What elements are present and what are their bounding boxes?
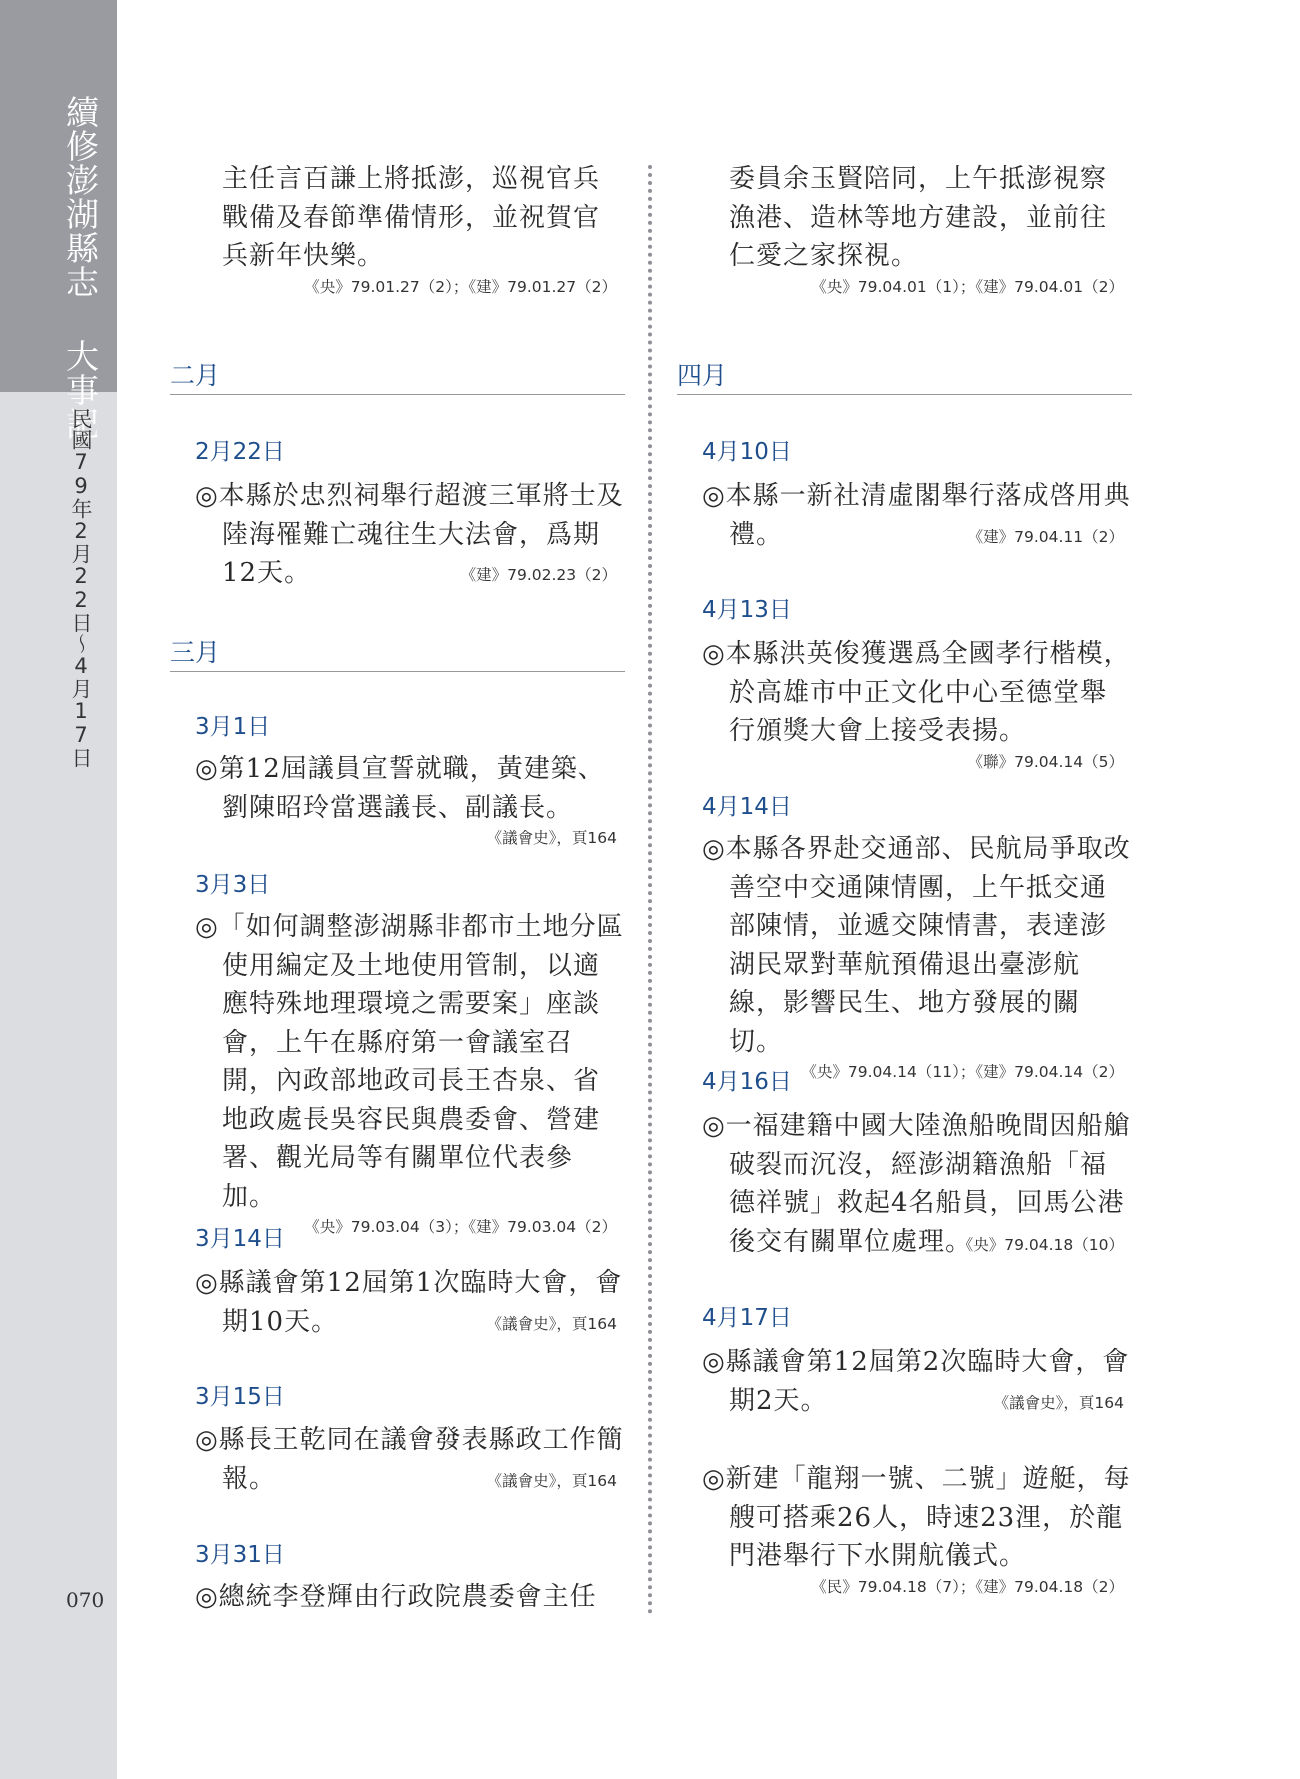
entry-apr16 — [677, 1107, 1132, 1261]
entry-text: ◎本縣於忠烈祠舉行超渡三軍將士及陸海罹難亡魂往生大法會，爲期12天。 — [195, 481, 624, 588]
entry-text: ◎縣議會第12屆第2次臨時大會，會期2天。 — [702, 1347, 1130, 1416]
entry-source: 《議會史》，頁164 — [486, 1472, 617, 1490]
month-heading-mar: 三月 — [170, 637, 625, 672]
entry-text: ◎總統李登輝由行政院農委會主任 — [195, 1582, 597, 1612]
entry-source: 《民》79.04.18（7）；《建》79.04.18（2） — [811, 1577, 1124, 1596]
entry-apr10 — [677, 477, 1132, 554]
entry-source: 《議會史》，頁164 — [486, 1315, 617, 1333]
entry-mar15 — [170, 1421, 625, 1498]
entry-date: 3月15日 — [195, 1384, 285, 1410]
entry-text: ◎第12屆議員宣誓就職，黃建築、劉陳昭玲當選議長、副議長。 — [195, 754, 605, 823]
continued-entry — [677, 160, 1132, 298]
entry-mar31 — [170, 1578, 625, 1617]
chapter-date-range: 民國79年2月22日〜4月17日 — [69, 408, 93, 768]
entry-text: ◎本縣各界赴交通部、民航局爭取改善空中交通陳情團，上午抵交通部陳情，並遞交陳情書，表達澎湖民眾對華航預備退出臺澎航線，影響民生、地方發展的關切。 — [702, 834, 1131, 1057]
entry-source: 《央》79.03.04（3）；《建》79.03.04（2） — [304, 1218, 617, 1236]
entry-source: 《央》79.04.14（11）；《建》79.04.14（2） — [801, 1063, 1124, 1081]
entry-text: ◎縣議會第12屆第1次臨時大會，會期10天。 — [195, 1268, 623, 1337]
entry-text: ◎本縣一新社清虛閣舉行落成啓用典禮。 — [702, 481, 1131, 550]
entry-source: 《央》79.04.01（1）；《建》79.04.01（2） — [811, 277, 1124, 296]
entry-text: ◎一福建籍中國大陸漁船晚間因船艙破裂而沉沒，經澎湖籍漁船「福德祥號」救起4名船員，回馬公港後交有關單位處理。 — [702, 1111, 1131, 1257]
month-heading-feb: 二月 — [170, 360, 625, 395]
entry-source: 《央》79.04.18（10） — [957, 1236, 1124, 1254]
entry-apr13 — [677, 635, 1132, 773]
entry-text: ◎「如何調整澎湖縣非都市土地分區使用編定及土地使用管制，以適應特殊地理環境之需要案」座談會，上午在縣府第一會議室召開，內政部地政司長王杏泉、省地政處長吳容民與農委會、營建署、觀光局等有關單位代表參加。 — [195, 912, 624, 1212]
sidebar — [0, 0, 117, 1779]
month-heading-apr: 四月 — [677, 360, 1132, 395]
entry-apr14 — [677, 830, 1132, 1083]
entry-text: ◎縣長王乾同在議會發表縣政工作簡報。 — [195, 1425, 624, 1494]
entry-date: 3月3日 — [195, 872, 271, 898]
entry-feb22 — [170, 477, 625, 593]
entry-mar3 — [170, 908, 625, 1238]
entry-date: 4月16日 — [702, 1069, 792, 1095]
entry-source: 《議會史》，頁164 — [993, 1394, 1124, 1412]
entry-date: 3月1日 — [195, 714, 271, 740]
entry-date: 4月13日 — [702, 597, 792, 623]
entry-text: ◎新建「龍翔一號、二號」遊艇，每艘可搭乘26人，時速23浬，於龍門港舉行下水開航儀式。 — [702, 1464, 1131, 1571]
entry-source: 《央》79.01.27（2）；《建》79.01.27（2） — [304, 277, 617, 296]
entry-source: 《建》79.02.23（2） — [460, 566, 617, 584]
entry-apr17-b — [677, 1460, 1132, 1598]
entry-mar1 — [170, 750, 625, 849]
entry-date: 4月14日 — [702, 794, 792, 820]
entry-date: 4月17日 — [702, 1305, 792, 1331]
entry-source: 《聯》79.04.14（5） — [967, 752, 1124, 771]
continued-entry — [170, 160, 625, 298]
entry-text: ◎本縣洪英俊獲選爲全國孝行楷模，於高雄市中正文化中心至德堂舉行頒獎大會上接受表揚。 — [702, 639, 1131, 746]
entry-apr17-a — [677, 1343, 1132, 1420]
entry-mar14 — [170, 1264, 625, 1341]
entry-date: 2月22日 — [195, 439, 285, 465]
column-divider — [648, 165, 652, 1615]
entry-date: 3月14日 — [195, 1226, 285, 1252]
entry-date: 4月10日 — [702, 439, 792, 465]
book-title: 續修澎湖縣志 大事記 — [61, 95, 100, 441]
entry-source: 《議會史》，頁164 — [486, 829, 617, 847]
entry-text: 委員余玉賢陪同，上午抵澎視察漁港、造林等地方建設，並前往仁愛之家探視。 — [729, 164, 1108, 271]
entry-date: 3月31日 — [195, 1542, 285, 1568]
entry-source: 《建》79.04.11（2） — [967, 528, 1124, 546]
page-number: 070 — [66, 1588, 105, 1612]
entry-text: 主任言百謙上將抵澎，巡視官兵戰備及春節準備情形，並祝賀官兵新年快樂。 — [222, 164, 601, 271]
